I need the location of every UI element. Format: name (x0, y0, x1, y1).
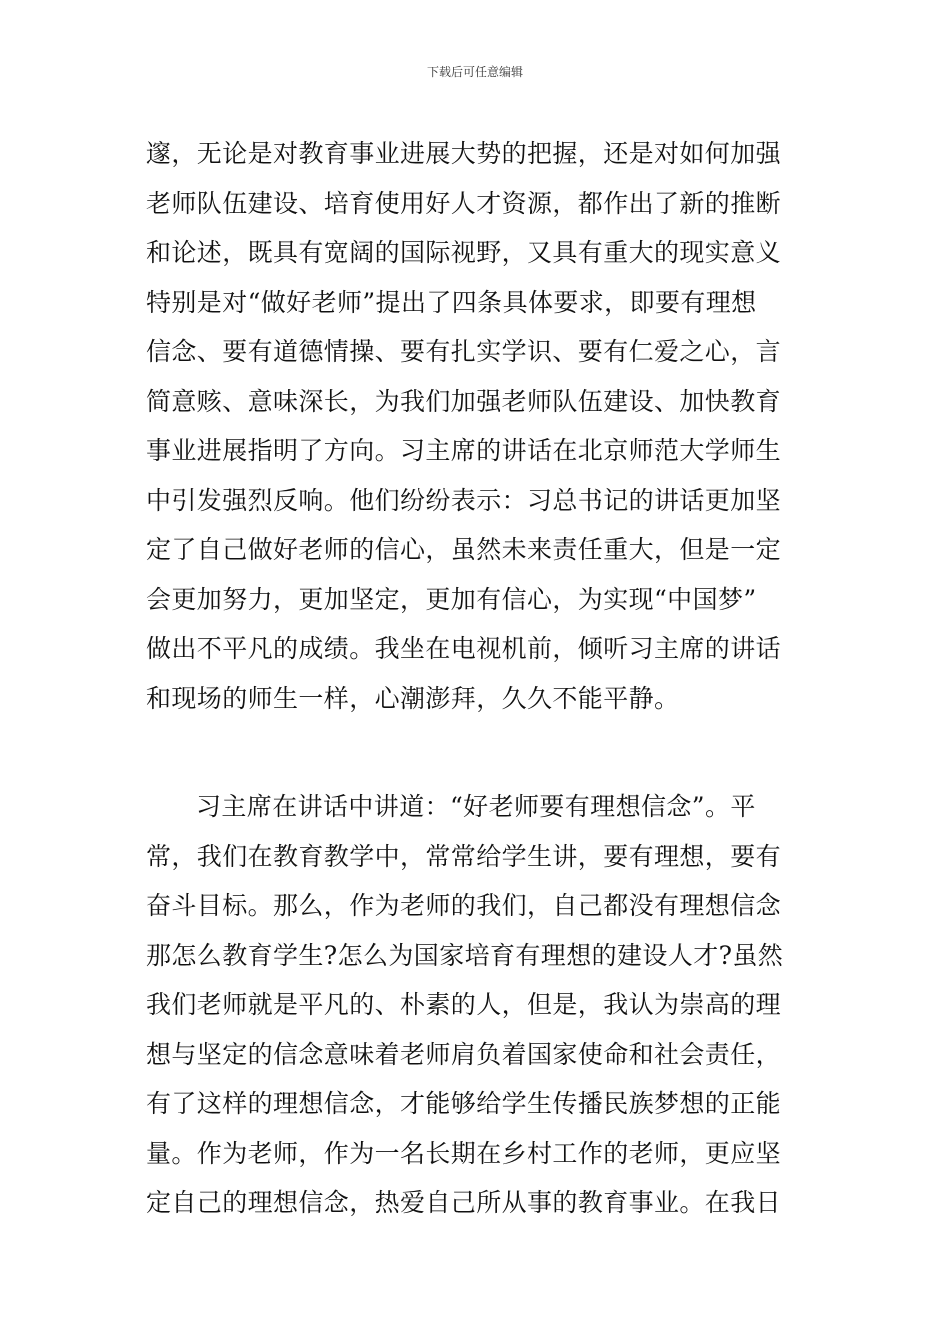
text-line: 和现场的师生一样，心潮澎拜，久久不能平静。 (146, 683, 680, 713)
text-line: 中引发强烈反响。他们纷纷表示：习总书记的讲话更加坚 (146, 485, 782, 515)
text-line: 和论述，既具有宽阔的国际视野，又具有重大的现实意义 (146, 238, 782, 267)
text-line: 邃，无论是对教育事业进展大势的把握，还是对如何加强 (146, 139, 782, 168)
paragraph-2 (146, 782, 808, 1228)
paragraph-1 (146, 129, 808, 723)
text-line: 老师队伍建设、培育使用好人才资源，都作出了新的推断 (146, 188, 782, 218)
text-line: 事业进展指明了方向。习主席的讲话在北京师范大学师生 (146, 436, 782, 465)
text-line: 有了这样的理想信念，才能够给学生传播民族梦想的正能 (146, 1089, 782, 1118)
text-line: 常，我们在教育教学中，常常给学生讲，要有理想，要有 (146, 841, 782, 871)
text-line: 定自己的理想信念，热爱自己所从事的教育事业。在我日 (146, 1188, 782, 1217)
page-header: 下载后可任意编辑 (426, 65, 523, 79)
text-line: 定了自己做好老师的信心，虽然未来责任重大，但是一定 (146, 535, 782, 564)
text-line: 量。作为老师，作为一名长期在乡村工作的老师，更应坚 (146, 1138, 782, 1168)
paragraph-gap (146, 723, 808, 782)
text-line: 奋斗目标。那么，作为老师的我们，自己都没有理想信念 (146, 891, 782, 920)
text-line: 信念、要有道德情操、要有扎实学识、要有仁爱之心，言 (146, 337, 782, 366)
text-line: 简意赅、意味深长，为我们加强老师队伍建设、加快教育 (146, 386, 782, 416)
text-line: 习主席在讲话中讲道：“好老师要有理想信念”。平 (196, 792, 756, 821)
text-line: 会更加努力，更加坚定，更加有信心，为实现“中国梦” (146, 584, 757, 614)
text-line: 做出不平凡的成绩。我坐在电视机前，倾听习主席的讲话 (146, 634, 782, 663)
text-line: 我们老师就是平凡的、朴素的人，但是，我认为崇高的理 (146, 990, 782, 1019)
text-line: 那怎么教育学生?怎么为国家培育有理想的建设人才?虽然 (146, 940, 784, 970)
document-body (146, 129, 808, 1228)
text-line: 特别是对“做好老师”提出了四条具体要求，即要有理想 (146, 287, 757, 317)
text-line: 想与坚定的信念意味着老师肩负着国家使命和社会责任， (146, 1039, 782, 1069)
